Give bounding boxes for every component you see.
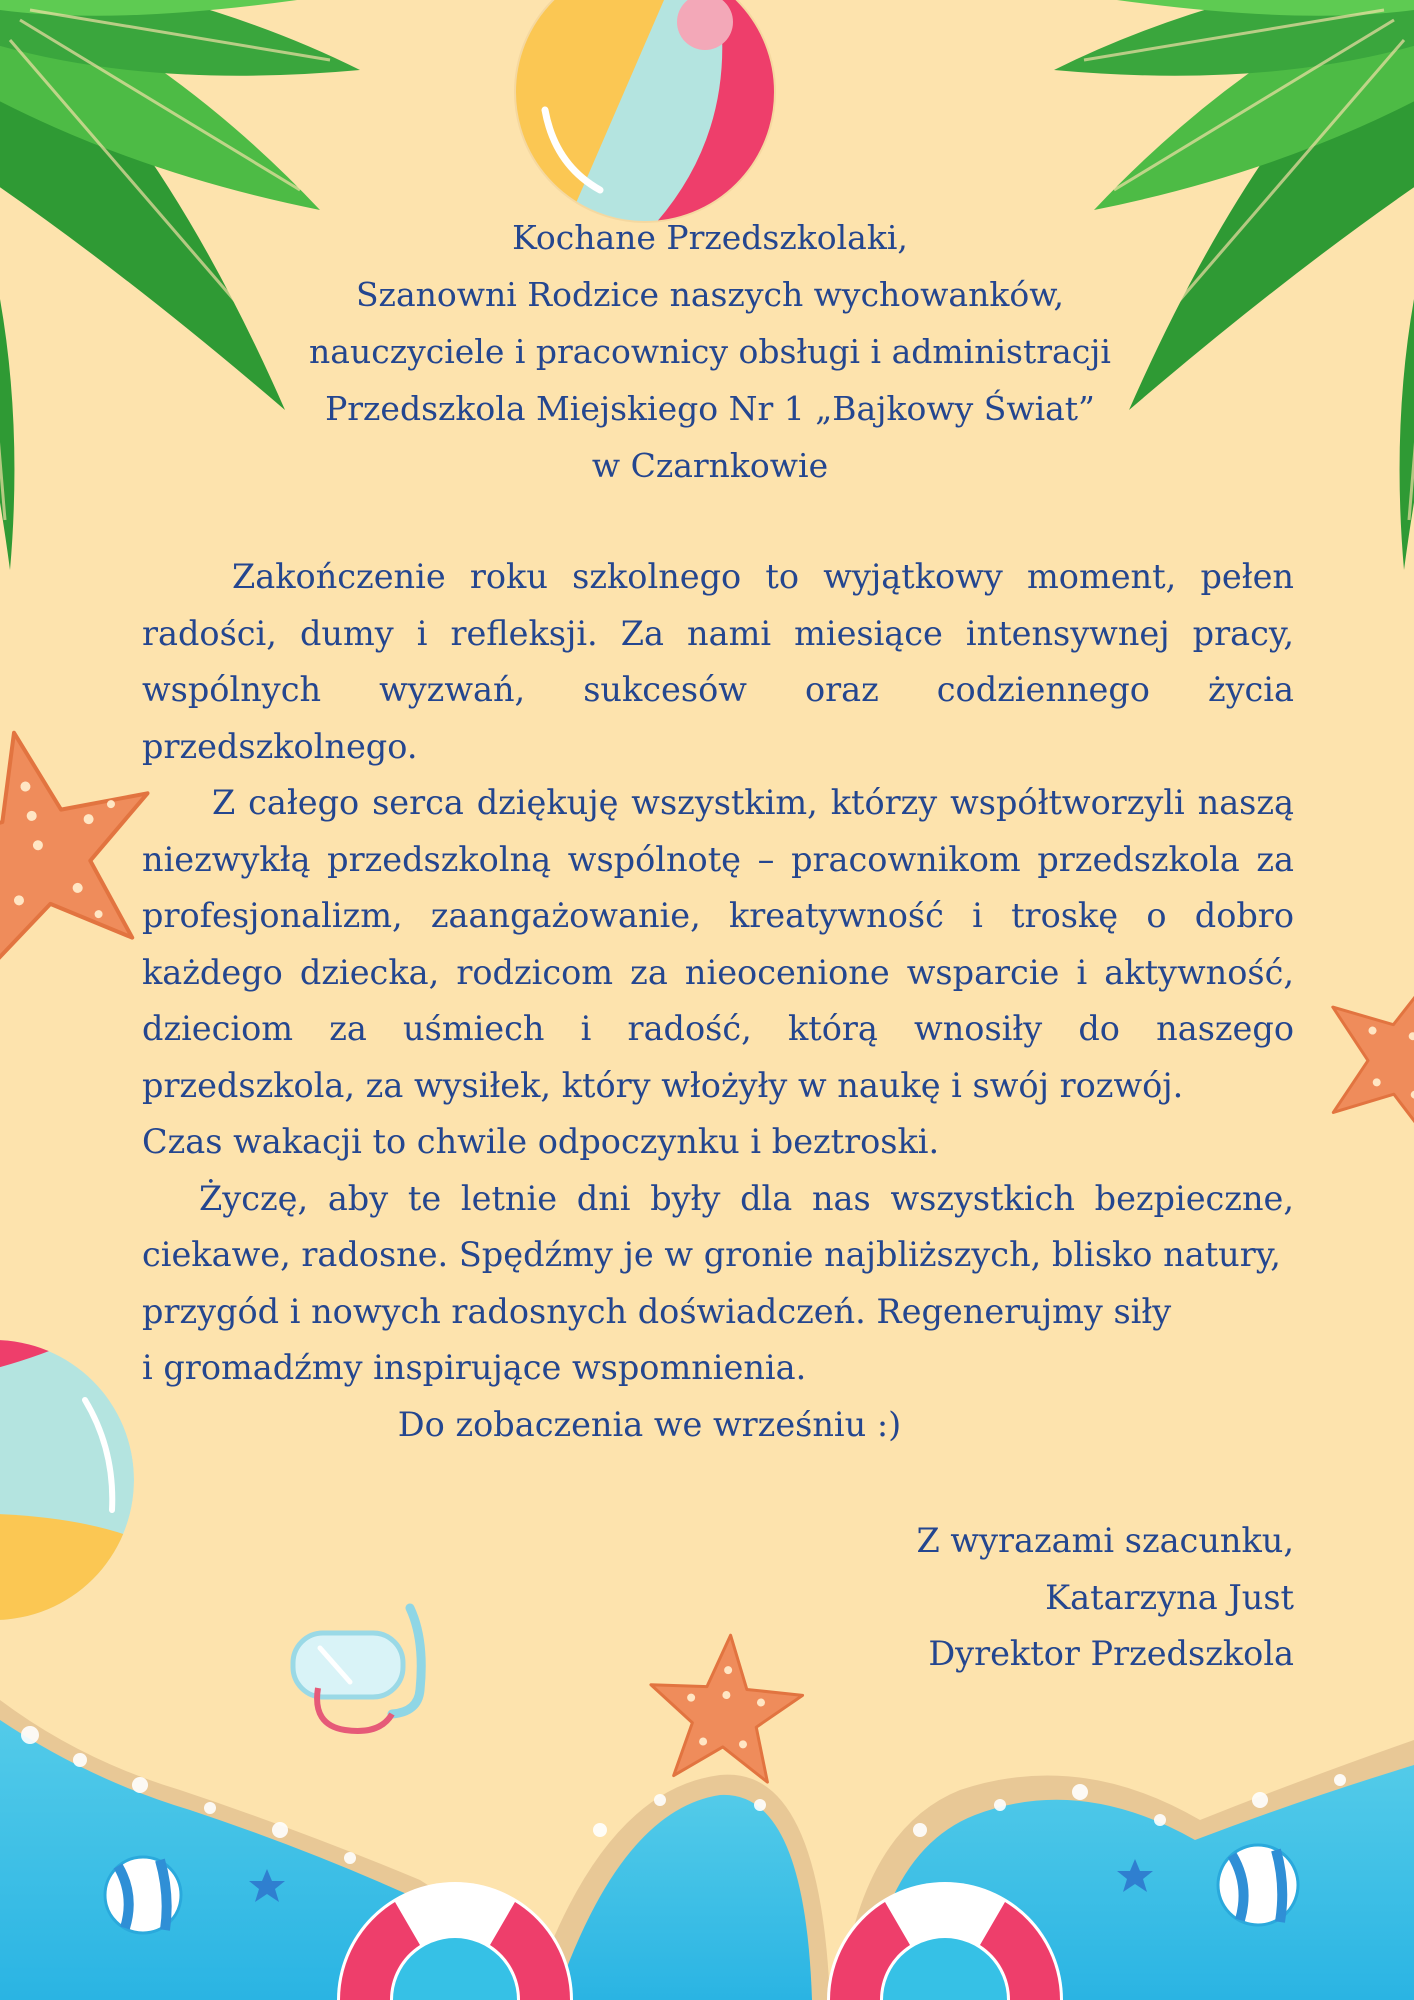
salutation-line: Przedszkola Miejskiego Nr 1 „Bajkowy Świat” (325, 389, 1095, 428)
salutation-line: Kochane Przedszkolaki, (512, 218, 908, 257)
salutation-line: nauczyciele i pracownicy obsługi i administracji (309, 332, 1111, 371)
salutation-line: Szanowni Rodzice naszych wychowanków, (355, 275, 1065, 314)
signature-block (916, 1513, 1294, 1683)
salutation-line: w Czarnkowie (591, 446, 829, 485)
signature-regards: Z wyrazami szacunku, (916, 1521, 1294, 1560)
paragraph: Z całego serca dziękuję wszystkim, którzy współtworzyli naszą niezwykłą przedszkolną wspólnotę – pracownikom przedszkola za profesjonalizm, zaangażowanie, kreatywność i troskę o dobro każdego dziecka, rodzicom za nieocenione wsparcie i aktywność, dzieciom za uśmiech i radość, którą wnosiły do naszego przedszkola, za wysiłek, który włożyły w naukę i swój rozwój. (142, 783, 1294, 1105)
paragraph-line: i gromadźmy inspirujące wspomnienia. (142, 1348, 807, 1387)
paragraph: Życzę, aby te letnie dni były dla nas wszystkich bezpieczne, ciekawe, radosne. Spędźmy je w gronie najbliższych, blisko natury, (142, 1178, 1294, 1274)
signature-name: Katarzyna Just (1045, 1577, 1294, 1617)
paragraph: Zakończenie roku szkolnego to wyjątkowy moment, pełen radości, dumy i refleksji. Za nami miesiące intensywnej pracy, wspólnych wyzwań, sukcesów oraz codziennego życia przedszkolnego. (142, 557, 1294, 766)
closing-line: Do zobaczenia we wrześniu :) (397, 1404, 902, 1444)
paragraph-line: przygód i nowych radosnych doświadczeń. Regenerujmy siły (142, 1291, 1172, 1331)
salutation (250, 209, 1170, 494)
signature-role: Dyrektor Przedszkola (928, 1634, 1294, 1673)
paragraph-line: Czas wakacji to chwile odpoczynku i beztroski. (142, 1122, 940, 1161)
letter-body (142, 549, 1294, 1453)
